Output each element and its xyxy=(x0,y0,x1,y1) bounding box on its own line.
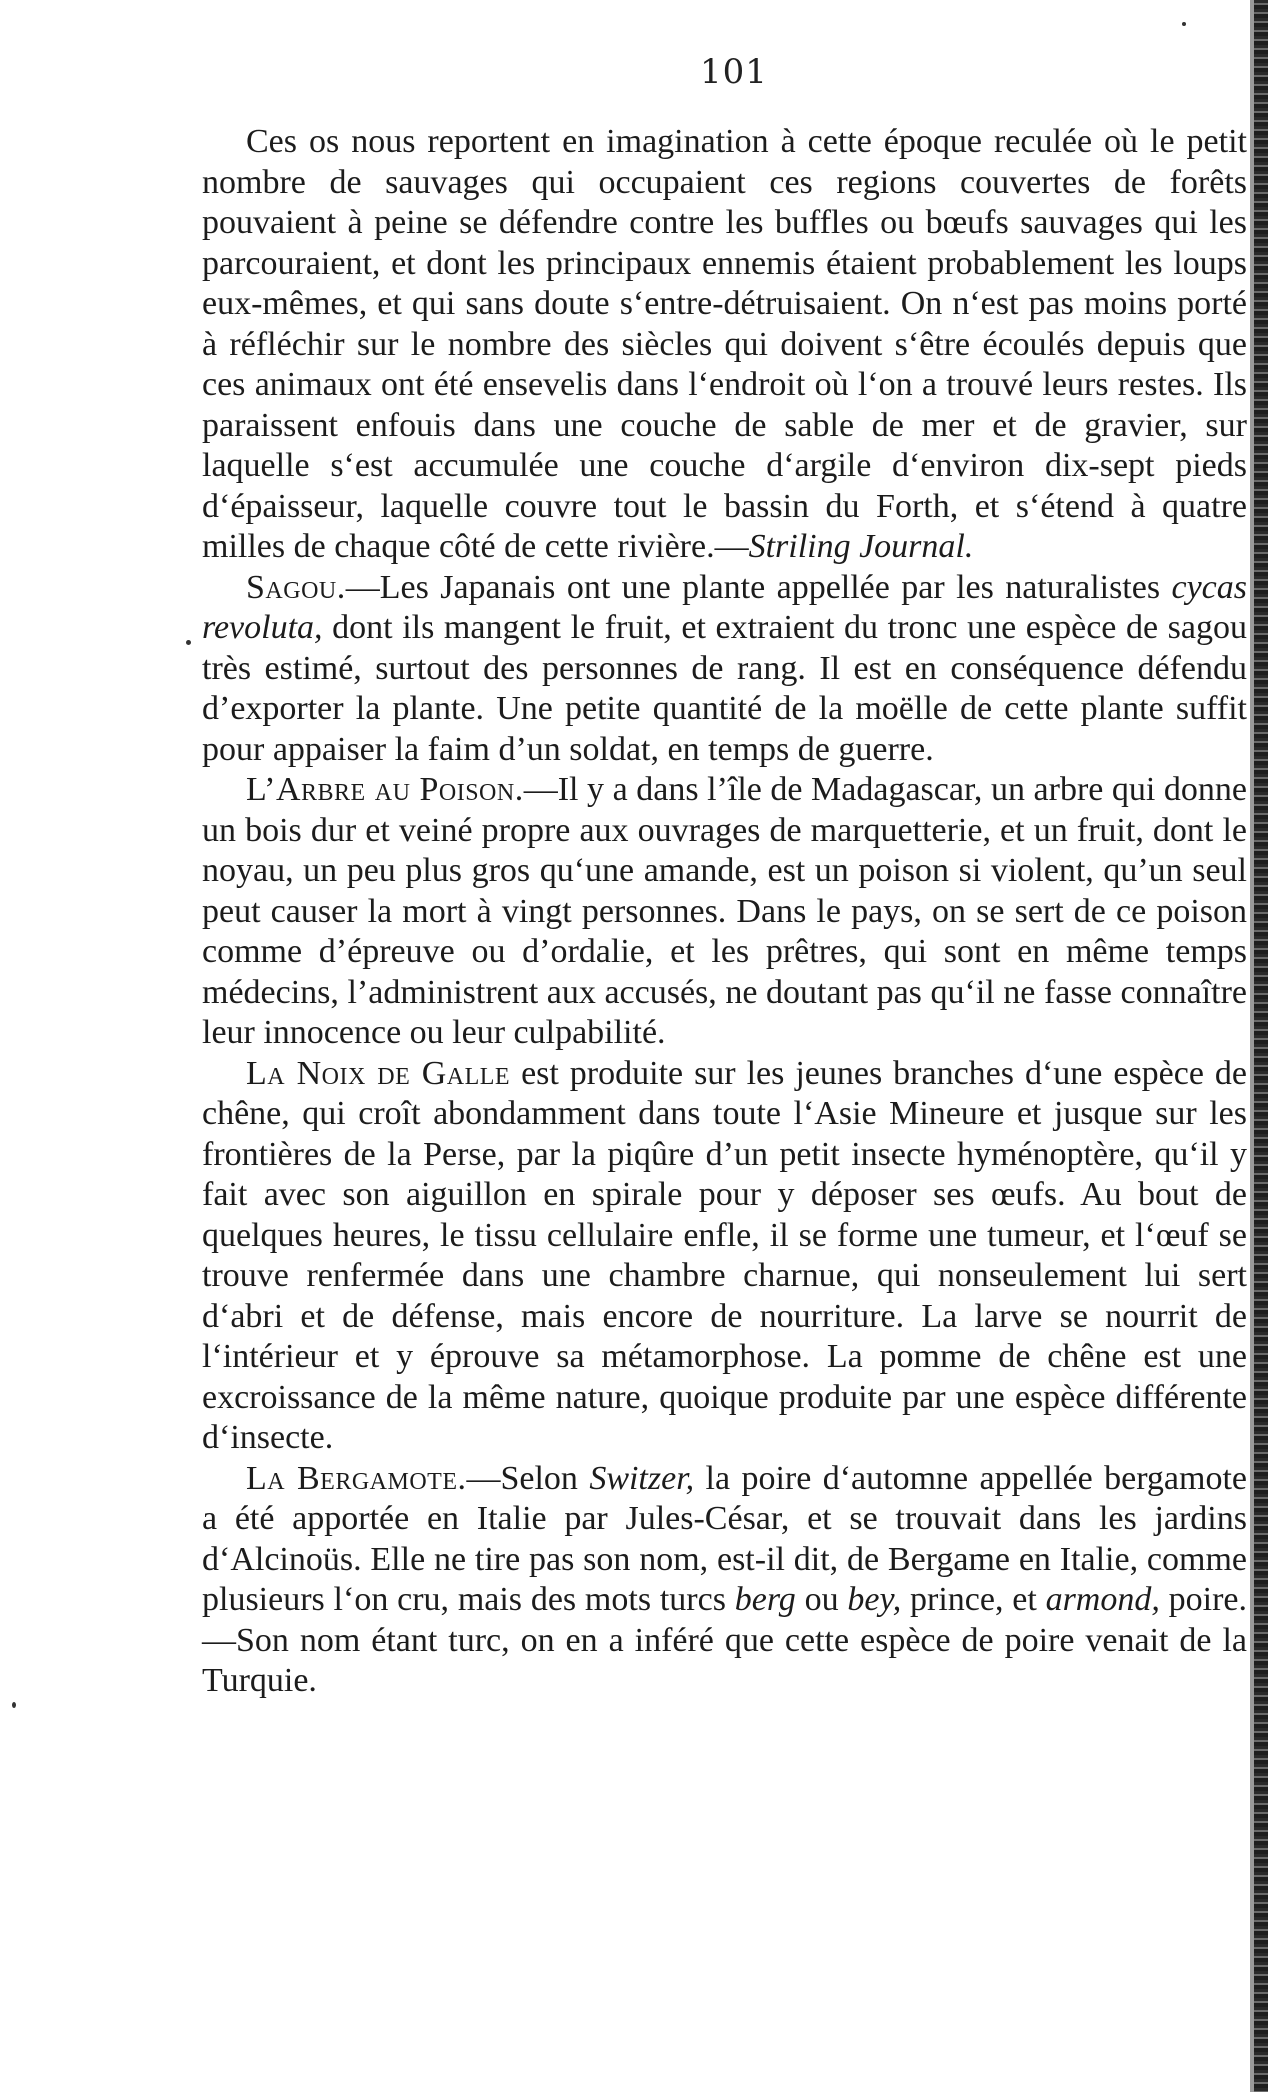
ink-speck xyxy=(12,1702,16,1708)
ink-speck xyxy=(186,640,191,645)
foreign-word: armond, xyxy=(1045,1581,1160,1618)
author-name: Switzer, xyxy=(589,1459,695,1497)
paragraph-fossil-bones xyxy=(202,122,1247,568)
page-binding xyxy=(1254,0,1268,2092)
latin-name: cycas revoluta, xyxy=(202,568,1247,646)
paragraph-text: ou xyxy=(795,1581,848,1618)
paragraph-text: la poire d‘automne appellée bergamote a été apportée en Italie par Jules-César, et se trouvait dans les jardins d‘Alcinoüs. Elle ne tire pas son nom, est-il dit, de Bergame en Italie, comme plusieurs l‘on cru, mais des mots turcs xyxy=(202,1459,1247,1618)
section-heading-sagou: Sagou. xyxy=(246,568,346,606)
paragraph-text: est produite sur les jeunes branches d‘une espèce de chêne, qui croît abondamment dans toute l‘Asie Mineure et jusque sur les frontières de la Perse, par la piqûre d’un petit insecte hyménoptère, qu‘il y fait avec son aiguillon en spirale pour y déposer ses œufs. Au bout de quelques heures, le tissu cellulaire enfle, il se forme une tumeur, et l‘œuf se trouve renfermée dans une chambre charnue, qui nonseulement lui sert d‘abri et de défense, mais encore de nourriture. La larve se nourrit de l‘intérieur et y éprouve sa métamorphose. La pomme de chêne est une excroissance de la même nature, quoique produite par une espèce différente d‘insecte. xyxy=(202,1054,1248,1456)
page-number: 101 xyxy=(700,52,768,92)
paragraph-text: prince, et xyxy=(901,1581,1046,1618)
paragraph-poison-tree xyxy=(202,770,1247,1054)
paragraph-text: —Il y a dans l’île de Madagascar, un arbre qui donne un bois dur et veiné propre aux ouvrages de marquetterie, et un fruit, dont le noyau, un peu plus gros qu‘une amande, est un poison si violent, qu’un seul peut causer la mort à vingt personnes. Dans le pays, on se sert de ce poison comme d’épreuve ou d’ordalie, et les prêtres, qui sont en même temps médecins, l’administrent aux accusés, ne doutant pas qu‘il ne fasse connaître leur innocence ou leur culpabilité. xyxy=(202,771,1247,1051)
paragraph-text: poire.—Son nom étant turc, on en a inféré que cette espèce de poire venait de la Turquie. xyxy=(202,1581,1248,1699)
section-heading-bergamot: La Bergamote. xyxy=(246,1459,467,1497)
paragraph-sagou xyxy=(202,568,1247,771)
paragraph-text: —Les Japanais ont une plante appellée par les naturalistes xyxy=(345,568,1172,606)
foreign-word: bey, xyxy=(847,1581,902,1618)
paragraph-text: —Selon xyxy=(466,1459,590,1497)
article-text xyxy=(202,122,1247,1702)
paragraph-bergamot xyxy=(202,1459,1247,1702)
ink-speck xyxy=(1182,22,1186,26)
paragraph-gall-nut xyxy=(202,1054,1247,1459)
source-citation: Striling Journal. xyxy=(748,528,974,565)
paragraph-text: dont ils mangent le fruit, et extraient du tronc une espèce de sagou très estimé, surtout des personnes de rang. Il est en conséquence défendu d’exporter la plante. Une petite quantité de la moëlle de cette plante suffit pour appaiser la faim d’un soldat, en temps de guerre. xyxy=(202,609,1247,768)
section-heading-gall-nut: La Noix de Galle xyxy=(246,1054,511,1092)
foreign-word: berg xyxy=(734,1581,796,1618)
section-heading-poison-tree: L’Arbre au Poison. xyxy=(246,771,524,808)
paragraph-text: Ces os nous reportent en imagination à cette époque reculée où le petit nombre de sauvages qui occupaient ces regions couvertes de forêts pouvaient à peine se défendre contre les buffles ou bœufs sauvages qui les parcouraient, et dont les principaux ennemis étaient probablement les loups eux-mêmes, et qui sans doute s‘entre-détruisaient. On n‘est pas moins porté à réfléchir sur le nombre des siècles qui doivent s‘être écoulés depuis que ces animaux ont été ensevelis dans l‘endroit où l‘on a trouvé leurs restes. Ils paraissent enfouis dans une couche de sable de mer et de gravier, sur laquelle s‘est accumulée une couche d‘argile d‘environ dix-sept pieds d‘épaisseur, laquelle couvre tout le bassin du Forth, et s‘étend à quatre milles de chaque côté de cette rivière.— xyxy=(202,123,1247,565)
